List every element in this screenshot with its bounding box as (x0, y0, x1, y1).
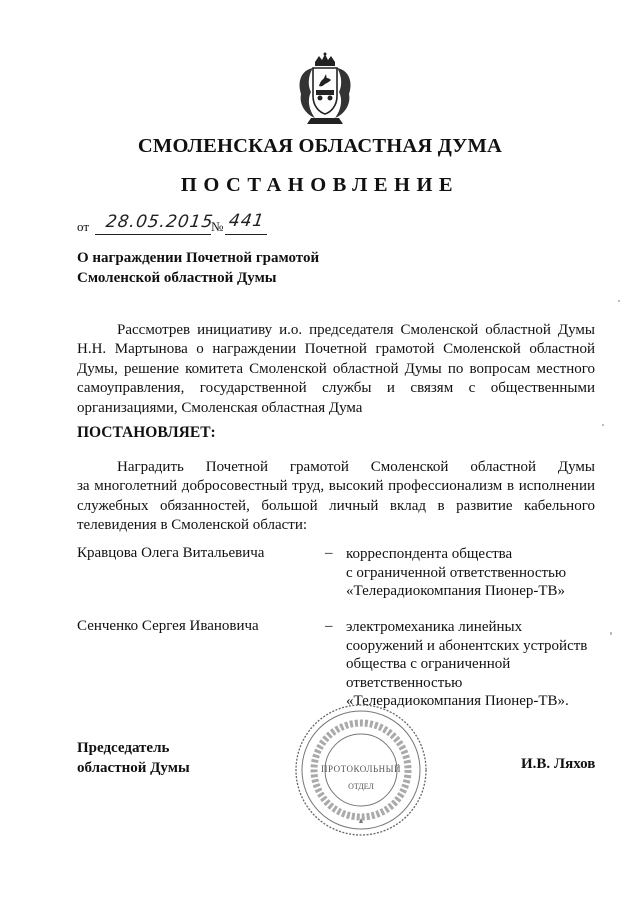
paragraph-line: Н.Н. Мартынова о награждении Почетной грамотой Смоленской областной (77, 341, 595, 358)
number-label: № (211, 219, 224, 234)
paragraph-line: самоуправления, государственной службы и связям с общественными (77, 380, 595, 397)
awardee-dash: – (325, 618, 333, 634)
signatory-name: И.В. Ляхов (521, 756, 596, 772)
awardee-position (346, 618, 606, 711)
document-meta (77, 208, 317, 236)
paragraph-line: телевидения в Смоленской области: (77, 517, 308, 534)
decision-paragraph (77, 458, 595, 536)
number-value: 441 (227, 211, 266, 231)
official-stamp (293, 702, 429, 838)
awardee-name: Кравцова Олега Витальевича (77, 545, 265, 561)
paragraph-line: за многолетний добросовестный труд, высокий профессионализм в исполнении (77, 478, 595, 495)
paragraph-line: Думы, решение комитета Смоленской областной Думы по вопросам местного (77, 360, 595, 377)
awardee-name: Сенченко Сергея Ивановича (77, 618, 259, 634)
resolves-heading: ПОСТАНОВЛЯЕТ: (77, 424, 216, 441)
coat-of-arms-icon (293, 52, 357, 126)
position-line: электромеханика линейных (346, 619, 523, 635)
scan-speck (610, 632, 612, 635)
paragraph-line: Наградить Почетной грамотой Смоленской областной Думы (117, 459, 595, 475)
stamp-subtitle: ОТДЕЛ (348, 782, 374, 791)
date-value: 28.05.2015 (104, 212, 215, 232)
position-line: корреспондента общества (346, 546, 513, 562)
position-line: общества с ограниченной (346, 656, 511, 672)
scan-speck (602, 424, 604, 426)
position-line: с ограниченной ответственностью (346, 564, 567, 581)
paragraph-line: служебных обязанностей, большой личный вклад в развитие кабельного (77, 497, 595, 514)
number-underline (225, 234, 267, 235)
position-line: сооружений и абонентских устройств (346, 637, 588, 654)
awardee-position (346, 545, 606, 601)
signatory-title-line: областной Думы (77, 760, 190, 776)
awardee-dash: – (325, 545, 333, 561)
position-line: ответственностью (346, 674, 463, 691)
organization-title: СМОЛЕНСКАЯ ОБЛАСТНАЯ ДУМА (137, 135, 503, 157)
signatory-title-line: Председатель (77, 740, 170, 756)
subject-line: Смоленской областной Думы (77, 270, 277, 286)
position-line: «Телерадиокомпания Пионер-ТВ». (346, 693, 569, 709)
date-underline (95, 234, 211, 235)
scan-speck (618, 300, 620, 302)
preamble-paragraph (77, 321, 595, 418)
signatory-title (77, 738, 190, 778)
paragraph-line: организациями, Смоленская областная Дума (77, 399, 363, 416)
date-label: от (77, 219, 90, 234)
paragraph-line: Рассмотрев инициативу и.о. председателя Смоленской областной Думы (117, 322, 595, 338)
stamp-title: ПРОТОКОЛЬНЫЙ (321, 764, 401, 774)
subject-line: О награждении Почетной грамотой (77, 250, 320, 266)
document-subject (77, 248, 397, 288)
position-line: «Телерадиокомпания Пионер-ТВ» (346, 583, 566, 599)
document-type-title: ПОСТАНОВЛЕНИЕ (180, 174, 460, 196)
